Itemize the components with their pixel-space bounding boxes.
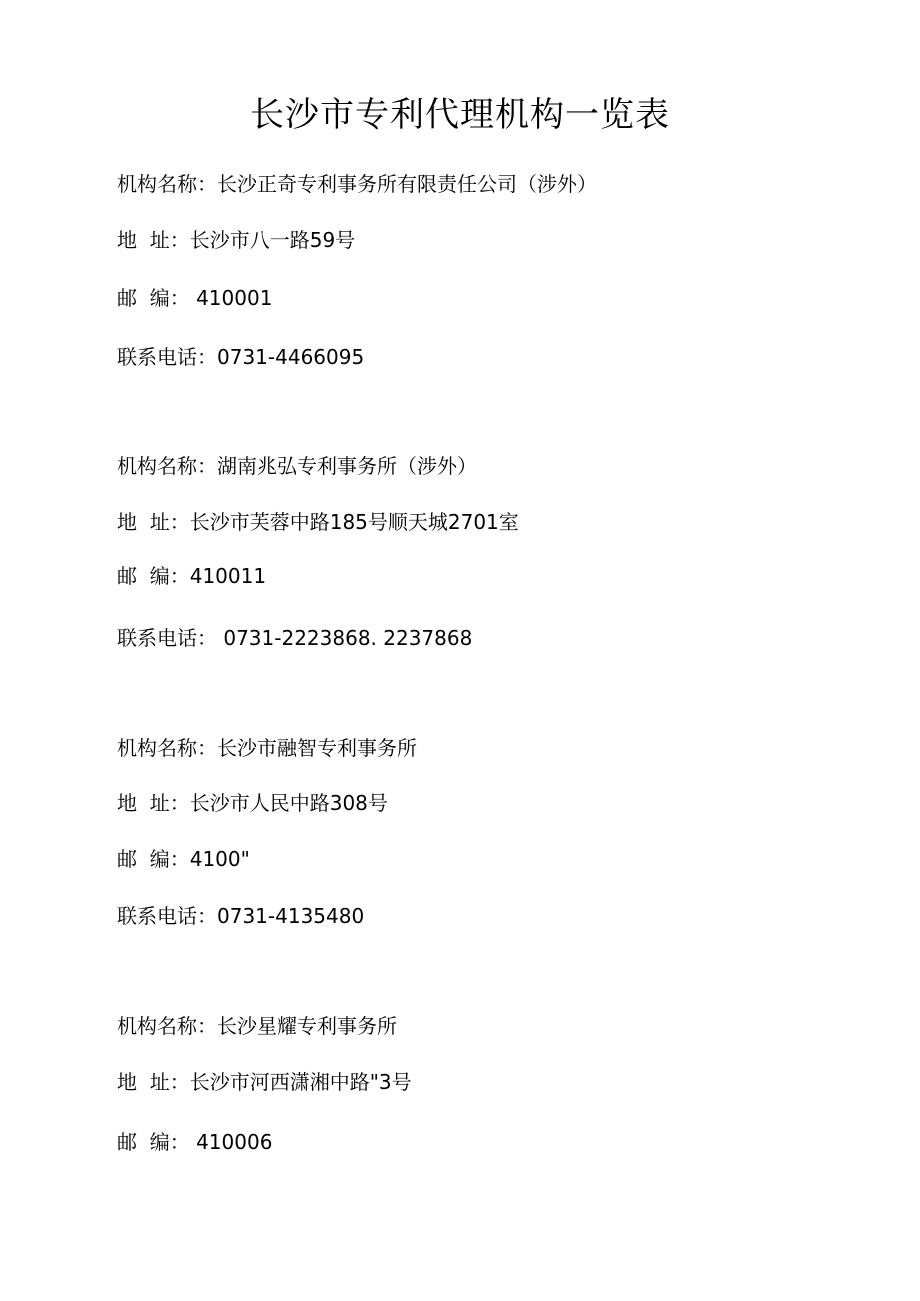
entry-1-address: 地 址：长沙市八一路59号	[117, 228, 356, 252]
entry-1-postcode: 邮 编： 410001	[117, 286, 273, 310]
entry-1-phone: 联系电话：0731-4466095	[117, 345, 365, 369]
entry-2-address: 地 址：长沙市芙蓉中路185号顺天城2701室	[117, 510, 519, 534]
entry-2-name: 机构名称：湖南兆弘专利事务所（涉外）	[117, 454, 477, 478]
entry-2-phone: 联系电话： 0731-2223868. 2237868	[117, 626, 473, 650]
entry-4-postcode: 邮 编： 410006	[117, 1130, 273, 1154]
entry-4-address: 地 址：长沙市河西潇湘中路"3号	[117, 1070, 412, 1094]
entry-3-phone: 联系电话：0731-4135480	[117, 904, 365, 928]
entry-2-postcode: 邮 编：410011	[117, 564, 267, 588]
entry-3-name: 机构名称：长沙市融智专利事务所	[117, 736, 417, 760]
page-title: 长沙市专利代理机构一览表	[250, 95, 670, 135]
entry-1-name: 机构名称：长沙正奇专利事务所有限责任公司（涉外）	[117, 172, 597, 196]
entry-3-address: 地 址：长沙市人民中路308号	[117, 791, 388, 815]
entry-3-postcode: 邮 编：4100"	[117, 847, 250, 871]
entry-4-name: 机构名称：长沙星耀专利事务所	[117, 1014, 397, 1038]
